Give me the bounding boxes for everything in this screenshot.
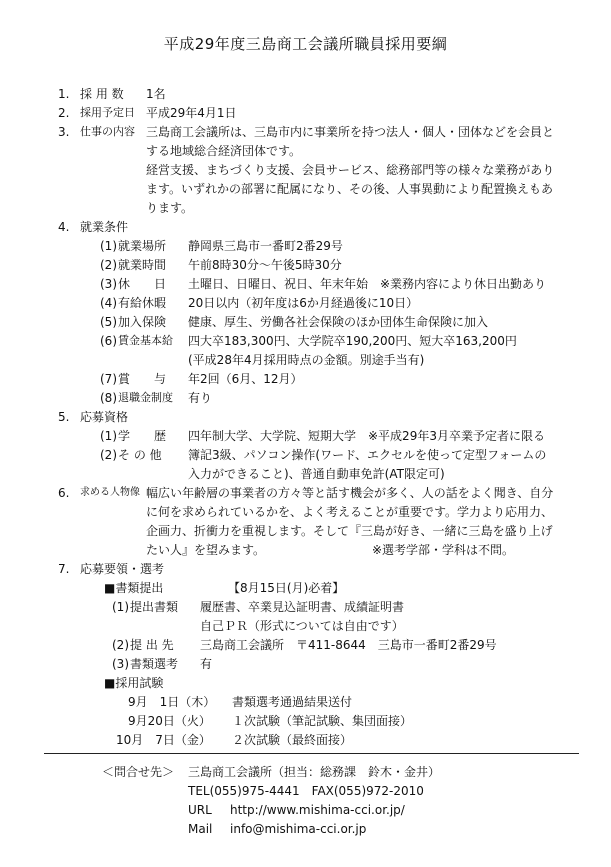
item-label: 賞 与 [118,372,167,386]
item-number: (2) [100,448,117,462]
contact-org: 三島商工会議所（担当：総務課 鈴木・金井） [188,765,441,779]
item-value: 年2回（6月、12月） [188,372,303,386]
subsection-title: ■採用試験 [104,676,164,690]
email-link[interactable]: info@mishima-cci.or.jp [230,822,367,836]
item-value-note: (平成28年4月採用時点の金額。別途手当有) [188,353,425,367]
item-number: (3) [112,657,129,671]
contact-label: ＜問合せ先＞ [102,765,175,779]
deadline-text: 【8月15日(月)必着】 [228,581,345,595]
section-heading: 応募要領・選考 [80,562,165,576]
item-number: (5) [100,315,117,329]
item-value: 健康、厚生、労働各社会保険のほか団体生命保険に加入 [188,315,489,329]
item-label: 就業時間 [118,258,167,272]
item-label: 就業場所 [118,239,167,253]
website-link[interactable]: http://www.mishima-cci.or.jp/ [230,803,405,817]
section-number: 1. [58,87,70,101]
item-label: 学 歴 [118,429,167,443]
item-value: 有 [200,657,213,671]
item-number: (1) [100,239,117,253]
paragraph-line: する地域総合経済団体です。 [146,144,302,158]
item-value: 有り [188,391,213,405]
section-number: 7. [58,562,70,576]
schedule-date: 9月20日（火） [128,714,211,728]
item-label: 提 出 先 [130,638,174,652]
section-number: 6. [58,486,70,500]
item-number: (2) [100,258,117,272]
item-label: 退職金制度 [118,391,173,404]
item-number: (1) [100,429,117,443]
paragraph-line: たい人』を望みます。 [146,543,266,557]
item-value: 静岡県三島市一番町2番29号 [188,239,343,253]
item-value: 土曜日、日曜日、祝日、年末年始 ※業務内容により休日出勤あり [188,277,547,291]
paragraph-line: ます。いずれかの部署に配属になり、その後、人事異動により配置換えもあ [146,182,554,196]
section-label: 採用予定日 [80,106,135,119]
item-label: 有給休暇 [118,296,167,310]
item-label: 休 日 [118,277,167,291]
schedule-event: 書類選考通過結果送付 [232,695,353,709]
section-value: 平成29年4月1日 [146,106,237,120]
item-value: 午前8時30分～午後5時30分 [188,258,342,272]
item-number: (4) [100,296,117,310]
item-number: (7) [100,372,117,386]
section-number: 5. [58,410,70,424]
paragraph-line: 幅広い年齢層の事業者の方々等と話す機会が多く、人の話をよく聞き、自分 [146,486,554,500]
item-number: (1) [112,600,129,614]
mail-label: Mail [188,822,213,836]
section-heading: 就業条件 [80,220,129,234]
paragraph-line: 企画力、折衝力を重視します。そして『三島が好き、一緒に三島を盛り上げ [146,524,553,538]
divider [44,753,579,754]
section-number: 2. [58,106,70,120]
paragraph-line: 経営支援、まちづくり支援、会員サービス、総務部門等の様々な業務があり [146,163,555,177]
item-value: 四年制大学、大学院、短期大学 ※平成29年3月卒業予定者に限る [188,429,545,443]
item-value: 簿記3級、パソコン操作(ワード、エクセルを使って定型フォームの [188,448,547,462]
item-value: 四大卒183,300円、大学院卒190,200円、短大卒163,200円 [188,334,517,348]
item-label: 賃金基本給 [118,334,173,347]
item-label: 加入保険 [118,315,167,329]
paragraph-line: に何を求められているかを、よく考えることが重要です。学力より応用力、 [146,505,554,519]
schedule-event: １次試験（筆記試験、集団面接） [232,714,413,728]
item-value: 入力ができること)、普通自動車免許(AT限定可) [188,467,445,481]
item-value: 自己ＰＲ（形式については自由です） [200,619,404,633]
section-label: 求める人物像 [80,487,140,498]
item-label: 書類選考 [130,657,179,671]
section-value: 1名 [146,87,166,101]
paragraph-line: 三島商工会議所は、三島市内に事業所を持つ法人・個人・団体などを会員と [146,125,555,139]
item-label: そ の 他 [118,448,162,462]
item-label: 提出書類 [130,600,179,614]
item-value: 履歴書、卒業見込証明書、成績証明書 [200,600,405,614]
schedule-date: 10月 7日（金） [116,733,211,747]
section-heading: 応募資格 [80,410,129,424]
note-text: ※選考学部・学科は不問。 [372,543,515,557]
section-number: 3. [58,125,70,139]
section-number: 4. [58,220,70,234]
schedule-event: ２次試験（最終面接） [232,733,353,747]
item-number: (6) [100,334,117,348]
paragraph-line: ります。 [146,201,194,215]
item-number: (3) [100,277,117,291]
item-number: (2) [112,638,129,652]
item-value: 20日以内（初年度は6か月経過後に10日） [188,296,419,310]
item-number: (8) [100,391,117,405]
section-label: 採 用 数 [80,87,124,101]
item-value: 三島商工会議所 〒411-8644 三島市一番町2番29号 [200,638,497,652]
subsection-title: ■書類提出 [104,581,164,595]
url-label: URL [188,803,212,817]
section-label: 仕事の内容 [80,125,135,138]
schedule-date: 9月 1日（木） [128,695,216,709]
contact-phone: TEL(055)975-4441 FAX(055)972-2010 [188,784,424,798]
page-title: 平成29年度三島商工会議所職員採用要綱 [163,35,448,53]
